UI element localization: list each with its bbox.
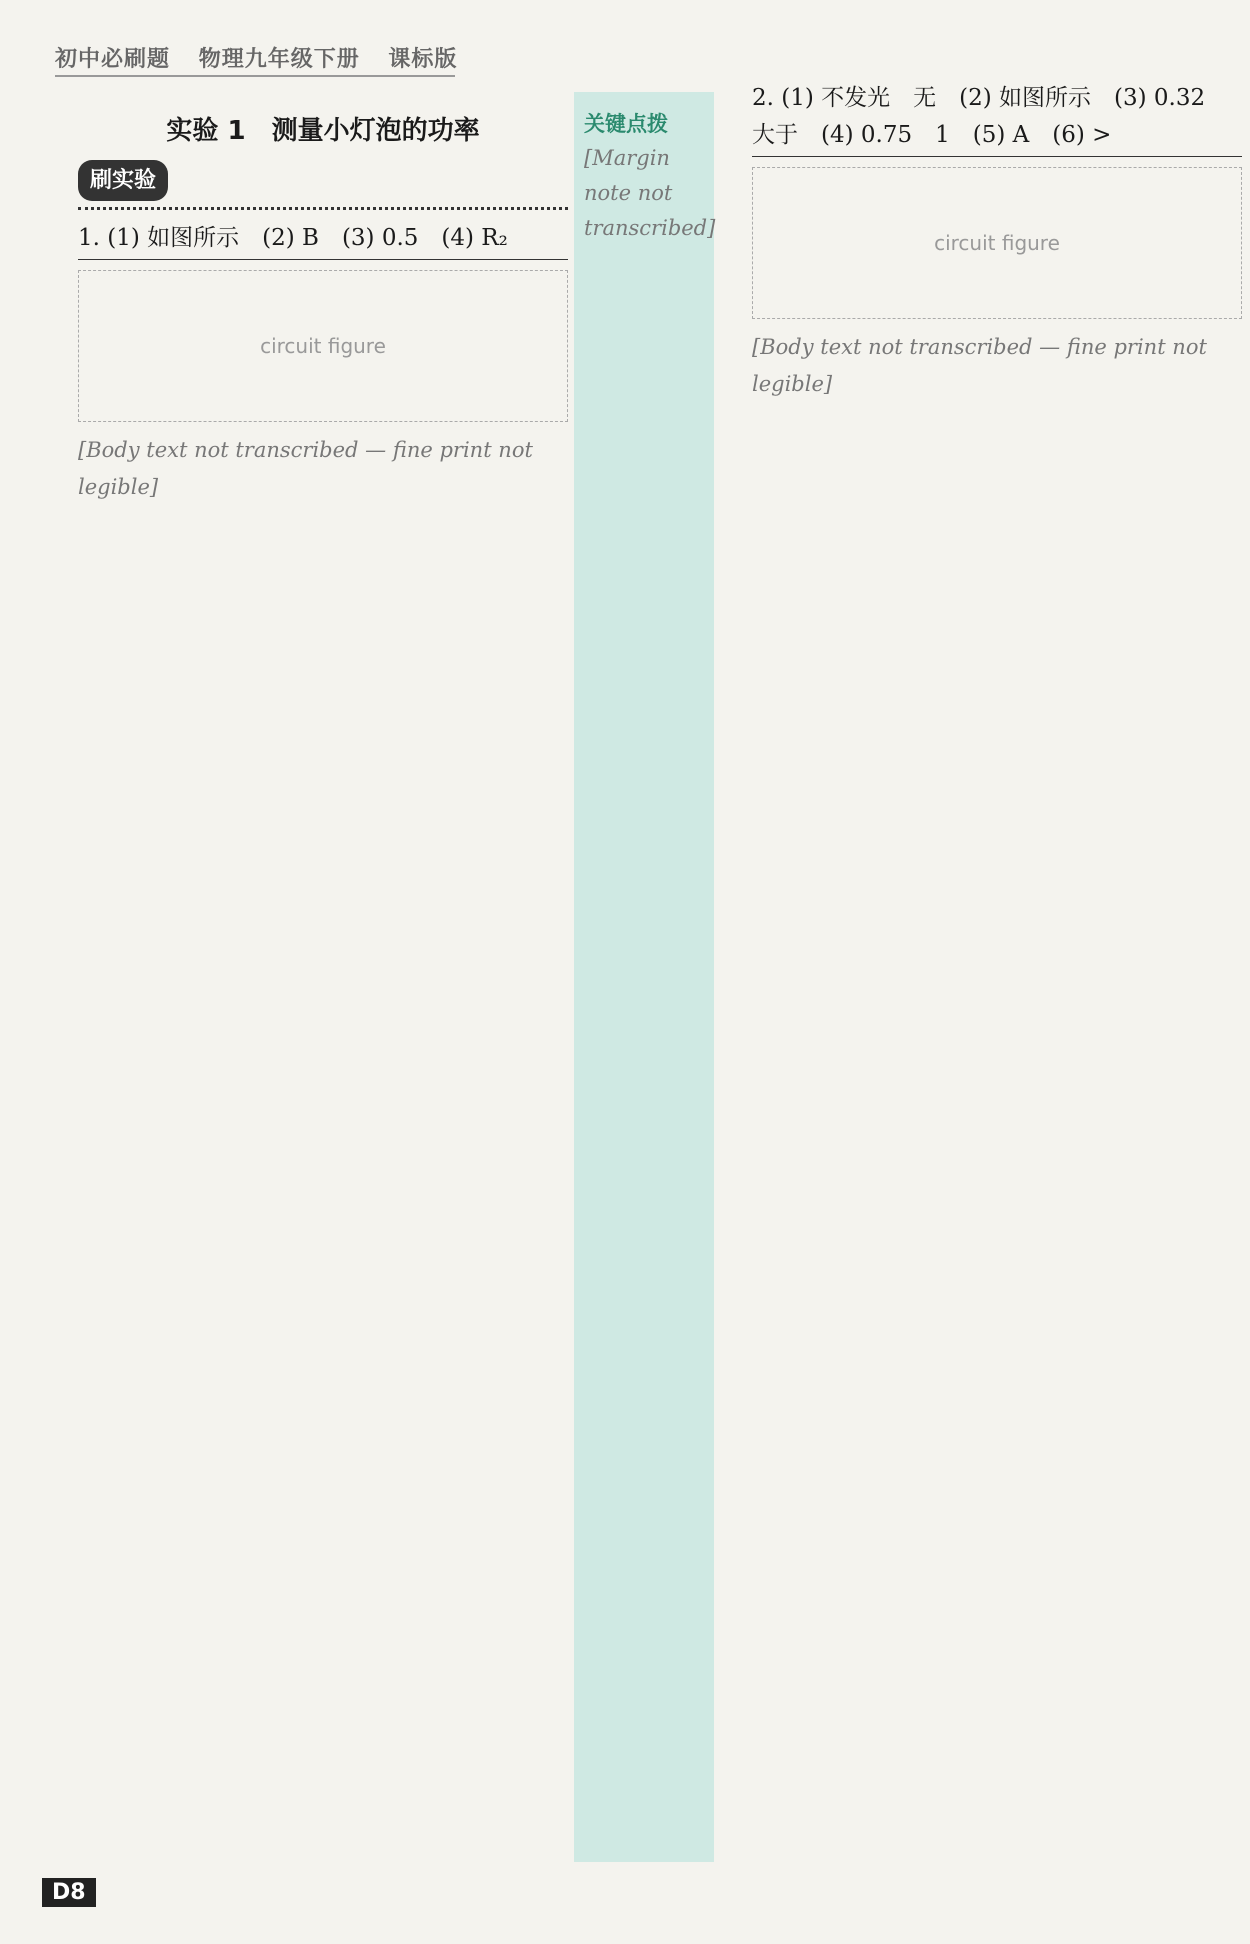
q2-answers: 2. (1) 不发光 无 (2) 如图所示 (3) 0.32 大于 (4) 0.75 1 (5) A (6) > [752,80,1242,157]
q2-circuit-figure: circuit figure [752,167,1242,319]
tag-divider [78,207,568,210]
key-points-sidebar [574,92,714,1862]
q1-explanation: [Body text not transcribed — fine print not legible] [78,438,533,499]
section-title: 实验 1 测量小灯泡的功率 [166,116,480,146]
section-tag: 刷实验 [78,160,168,201]
section-tag-row [78,160,568,201]
edition-label: 课标版 [388,47,458,72]
running-header [55,42,477,73]
q1-answers: 1. (1) 如图所示 (2) B (3) 0.5 (4) R₂ [78,220,568,260]
right-column [752,80,1242,403]
left-column [78,95,568,506]
q2-explanation: [Body text not transcribed — fine print not legible] [752,335,1207,396]
sidebar-body: [Margin note not transcribed] [584,146,716,240]
page-number: D8 [42,1878,96,1907]
series-title: 初中必刷题 [55,47,171,72]
q1-circuit-figure: circuit figure [78,270,568,422]
header-rule [55,75,455,77]
book-title: 物理九年级下册 [198,47,360,72]
sidebar-title: 关键点拨 [584,111,668,136]
